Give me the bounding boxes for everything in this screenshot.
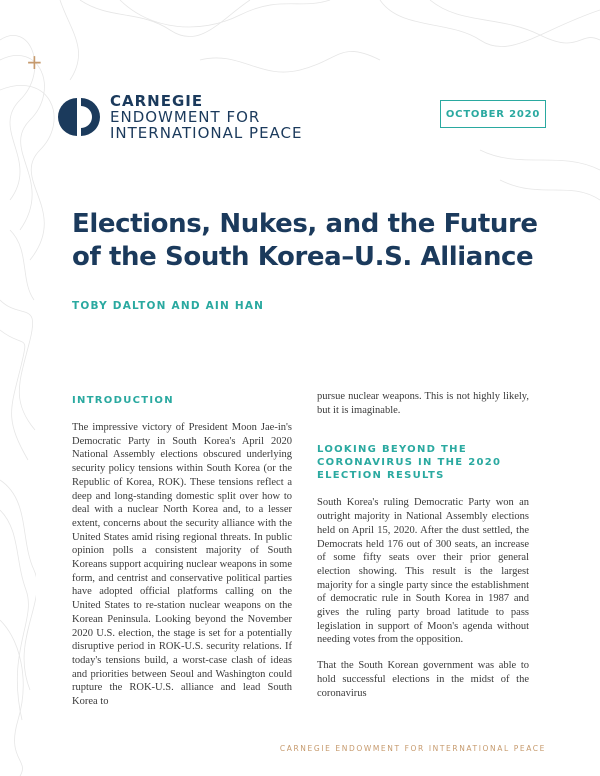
section-heading-looking-beyond: LOOKING BEYOND THE CORONAVIRUS IN THE 2020 ELECTION RESULTS [317,444,502,482]
carnegie-logo-icon [58,96,100,138]
introduction-heading: INTRODUCTION [72,395,174,406]
logo-line-1: CARNEGIE [110,92,204,110]
publisher-logo [58,93,303,141]
logo-line-2: ENDOWMENT FOR [110,108,261,126]
introduction-paragraph: The impressive victory of President Moon Jae-in's Democratic Party in South Korea's April 2020 National Assembly elections obscured underlying security policy tensions within South Korea (or the Republic of Korea, ROK). These tensions reflect a deep and long-standing domestic split over how to deal with a nuclear North Korea and, to a lesser extent, concerns about the security alliance with the United States amid rising regional threats. In public opinion polls a consistent majority of South Koreans support acquiring nuclear weapons in some form, and centrist and conservative political parties have adopted official platforms calling on the United States to re-station nuclear weapons on the Korean Peninsula. Looking beyond the November 2020 U.S. election, the stage is set for a potentially disruptive period in ROK-U.S. security relations. If today's tensions build, a worst-case clash of ideas and priorities between Seoul and Washington could rupture the ROK-U.S. alliance and lead South Korea to [72,422,292,708]
plus-decoration-icon: + [26,50,43,74]
left-column [72,394,292,709]
page-footer: CARNEGIE ENDOWMENT FOR INTERNATIONAL PEACE [279,744,546,753]
date-badge: OCTOBER 2020 [440,100,546,128]
document-title: Elections, Nukes, and the Future of the South Korea–U.S. Alliance [72,209,538,272]
authors: TOBY DALTON AND AIN HAN [72,300,265,312]
section2-paragraph-2: That the South Korean government was able to hold successful elections in the midst of the coronavirus [317,660,529,699]
logo-line-3: INTERNATIONAL PEACE [110,124,303,142]
introduction-continuation: pursue nuclear weapons. This is not highly likely, but it is imaginable. [317,391,529,416]
right-column [317,390,529,700]
section2-paragraph-1: South Korea's ruling Democratic Party won an outright majority in National Assembly elections held on April 15, 2020. After the dust settled, the Democrats held 176 out of 300 seats, an increase of some fifty seats over their prior general election showing. This result is the largest majority for a single party since the establishment of democratic rule in South Korea in 1987 and gives the ruling party broad latitude to pass legislation in support of Moon's agenda without needing votes from the opposition. [317,497,529,646]
